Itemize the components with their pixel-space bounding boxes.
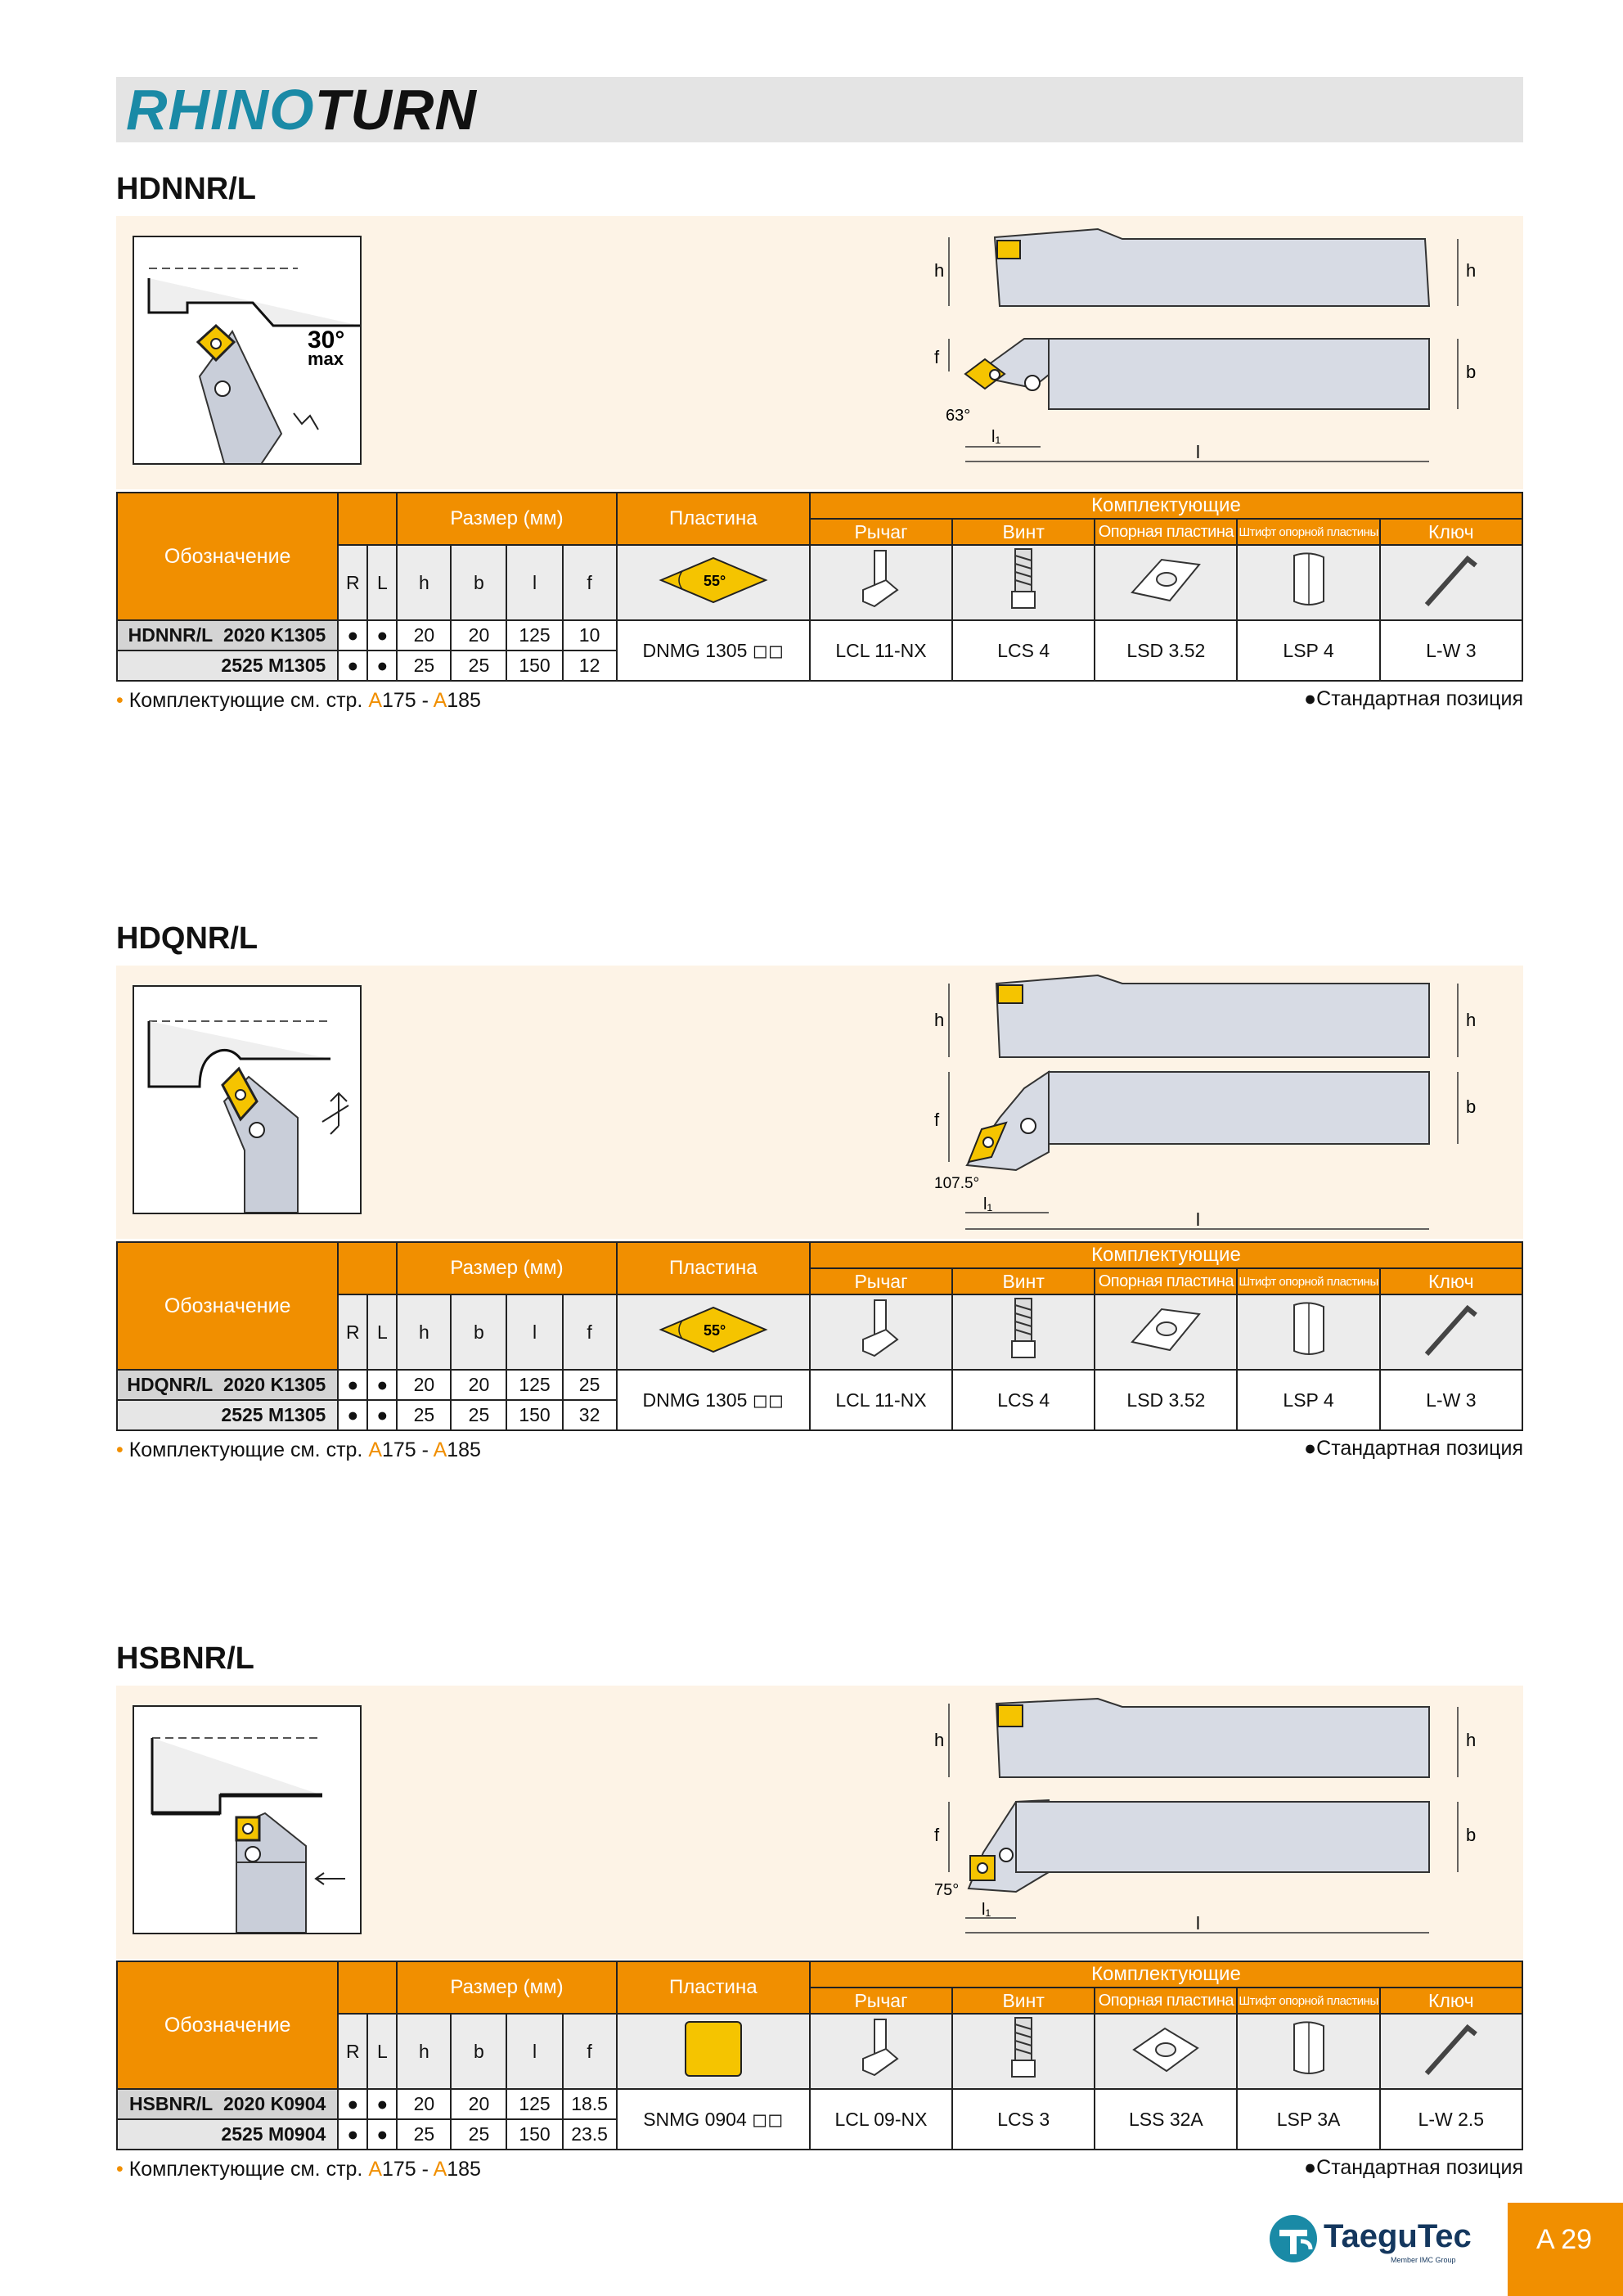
designation-cell: HDNNR/L 2020 K1305 xyxy=(117,620,338,651)
insert-icon xyxy=(617,2014,810,2089)
angle-label: 75° xyxy=(934,1881,960,1899)
designation-cell: HSBNR/L 2020 K0904 xyxy=(117,2089,338,2119)
dim-b: b xyxy=(1466,1825,1477,1845)
angle-label: 63° xyxy=(946,407,971,425)
designation-cell: 2525 M1305 xyxy=(117,1400,338,1430)
col-accessories: Комплектующие xyxy=(810,1961,1522,1988)
col-key: Ключ xyxy=(1380,1268,1522,1294)
max-angle-label: 30° xyxy=(308,326,345,353)
lever-icon xyxy=(810,1294,952,1370)
tool-drawing xyxy=(934,1686,1523,1959)
footnote: • Комплектующие см. стр. A175 - A185 xyxy=(116,1438,481,1461)
tool-drawing xyxy=(934,216,1523,489)
dim-h-left: h xyxy=(934,1730,945,1750)
col-size: Размер (мм) xyxy=(397,493,616,545)
taegutec-logo: TaeguTec Member IMC Group xyxy=(1268,2213,1481,2271)
page-number-tab: A 29 xyxy=(1508,2203,1623,2296)
insert-icon xyxy=(617,545,810,620)
figure-panel xyxy=(116,216,1523,489)
key-code: L-W 2.5 xyxy=(1380,2089,1522,2150)
dim-f: f xyxy=(934,1825,940,1845)
key-icon xyxy=(1380,1294,1522,1370)
col-h: h xyxy=(397,545,451,620)
designation-cell: 2525 M1305 xyxy=(117,651,338,681)
col-designation: Обозначение xyxy=(117,493,338,620)
col-length: l xyxy=(506,545,562,620)
col-insert: Пластина xyxy=(617,1961,810,2014)
screw-code: LCS 4 xyxy=(952,1370,1095,1430)
col-key: Ключ xyxy=(1380,1988,1522,2014)
shim-icon xyxy=(1095,1294,1237,1370)
header-bar xyxy=(116,77,1523,142)
dim-l1: l₁ xyxy=(991,428,1001,446)
col-r: R xyxy=(338,2014,367,2089)
dim-l: l xyxy=(1196,442,1200,462)
dim-b: b xyxy=(1466,362,1477,382)
col-screw: Винт xyxy=(952,1988,1095,2014)
key-icon xyxy=(1380,545,1522,620)
figure-panel xyxy=(116,966,1523,1239)
col-h: h xyxy=(397,1294,451,1370)
insert-code: SNMG 0904 ◻◻ xyxy=(617,2089,810,2150)
col-f: f xyxy=(563,2014,617,2089)
lever-icon xyxy=(810,2014,952,2089)
dim-b: b xyxy=(1466,1096,1477,1117)
col-shim: Опорная пластина xyxy=(1095,1268,1237,1294)
screw-icon xyxy=(952,545,1095,620)
max-label: max xyxy=(308,349,344,369)
col-l: L xyxy=(367,545,397,620)
standard-legend: ●Стандартная позиция xyxy=(1304,2156,1523,2179)
pin-code: LSP 3A xyxy=(1237,2089,1379,2150)
tool-drawing xyxy=(934,966,1523,1239)
spec-table: Обозначение Размер (мм) Пластина Комплектующие Рычаг Винт Опорная пластина Штифт опорной пластины Ключ R L h b l f HSBNR/L 2020 K0904 ● ● 20 20 125 18.5 SNMG 0904 ◻◻ LCL 09-NX LCS 3 LSS 32A LSP 3A L-W 2.5 2525 M0904 ● ● 25 25 150 23.5 xyxy=(116,1961,1523,2150)
svg-text:55°: 55° xyxy=(703,573,726,589)
col-designation: Обозначение xyxy=(117,1242,338,1370)
col-lever: Рычаг xyxy=(810,519,952,545)
col-lever: Рычаг xyxy=(810,1268,952,1294)
lever-code: LCL 11-NX xyxy=(810,620,952,681)
standard-legend: ●Стандартная позиция xyxy=(1304,687,1523,710)
shim-icon xyxy=(1095,545,1237,620)
dim-f: f xyxy=(934,347,940,367)
section-title: HDQNR/L xyxy=(116,921,259,956)
col-r: R xyxy=(338,545,367,620)
screw-code: LCS 4 xyxy=(952,620,1095,681)
col-key: Ключ xyxy=(1380,519,1522,545)
col-designation: Обозначение xyxy=(117,1961,338,2089)
dim-f: f xyxy=(934,1110,940,1130)
col-l: L xyxy=(367,2014,397,2089)
lever-icon xyxy=(810,545,952,620)
dim-h-right: h xyxy=(1466,1010,1477,1030)
screw-icon xyxy=(952,1294,1095,1370)
shim-icon xyxy=(1095,2014,1237,2089)
col-length: l xyxy=(506,1294,562,1370)
rhinoturn-logo: RHINOTURN xyxy=(126,78,477,142)
dim-l1: l₁ xyxy=(982,1901,991,1919)
designation-cell: HDQNR/L 2020 K1305 xyxy=(117,1370,338,1400)
col-insert: Пластина xyxy=(617,1242,810,1294)
col-accessories: Комплектующие xyxy=(810,493,1522,519)
dim-h-left: h xyxy=(934,260,945,281)
spec-table: Обозначение Размер (мм) Пластина Комплектующие Рычаг Винт Опорная пластина Штифт опорной пластины Ключ R L h b l f 55° HDQNR/L 2020 K1305 ● ● 20 20 125 25 DNMG 1305 ◻◻ LCL 11-NX LCS 4 LSD 3.52 LSP 4 L-W 3 2525 M1305 ● ● 25 25 150 32 xyxy=(116,1241,1523,1431)
dim-h-right: h xyxy=(1466,260,1477,281)
standard-legend: ●Стандартная позиция xyxy=(1304,1437,1523,1460)
col-size: Размер (мм) xyxy=(397,1242,616,1294)
col-shim-pin: Штифт опорной пластины xyxy=(1237,1988,1379,2014)
col-screw: Винт xyxy=(952,519,1095,545)
col-shim: Опорная пластина xyxy=(1095,519,1237,545)
operation-diagram xyxy=(133,985,362,1214)
col-accessories: Комплектующие xyxy=(810,1242,1522,1268)
dim-h-right: h xyxy=(1466,1730,1477,1750)
col-r: R xyxy=(338,1294,367,1370)
col-h: h xyxy=(397,2014,451,2089)
dim-h-left: h xyxy=(934,1010,945,1030)
dim-l1: l₁ xyxy=(983,1195,993,1213)
col-b: b xyxy=(451,545,506,620)
section-title: HSBNR/L xyxy=(116,1641,254,1676)
footnote: • Комплектующие см. стр. A175 - A185 xyxy=(116,2158,481,2181)
shim-pin-icon xyxy=(1237,2014,1379,2089)
shim-code: LSS 32A xyxy=(1095,2089,1237,2150)
angle-label: 107.5° xyxy=(934,1175,980,1192)
screw-icon xyxy=(952,2014,1095,2089)
dim-l: l xyxy=(1196,1913,1200,1934)
col-b: b xyxy=(451,1294,506,1370)
col-b: b xyxy=(451,2014,506,2089)
operation-diagram xyxy=(133,1705,362,1934)
shim-code: LSD 3.52 xyxy=(1095,1370,1237,1430)
col-size: Размер (мм) xyxy=(397,1961,616,2014)
section-title: HDNNR/L xyxy=(116,172,256,206)
spec-table: Обозначение Размер (мм) Пластина Комплектующие Рычаг Винт Опорная пластина Штифт опорной пластины Ключ R L h b l f 55° HDNNR/L 2020 K1305 ● ● 20 20 125 10 DNMG 1305 ◻◻ LCL 11-NX LCS 4 LSD 3.52 LSP 4 L-W 3 2525 M1305 ● ● 25 25 150 12 xyxy=(116,492,1523,682)
col-shim-pin: Штифт опорной пластины xyxy=(1237,1268,1379,1294)
lever-code: LCL 09-NX xyxy=(810,2089,952,2150)
col-f: f xyxy=(563,1294,617,1370)
col-shim-pin: Штифт опорной пластины xyxy=(1237,519,1379,545)
insert-icon xyxy=(617,1294,810,1370)
col-length: l xyxy=(506,2014,562,2089)
shim-pin-icon xyxy=(1237,545,1379,620)
col-l: L xyxy=(367,1294,397,1370)
pin-code: LSP 4 xyxy=(1237,1370,1379,1430)
col-lever: Рычаг xyxy=(810,1988,952,2014)
insert-code: DNMG 1305 ◻◻ xyxy=(617,620,810,681)
col-insert: Пластина xyxy=(617,493,810,545)
shim-pin-icon xyxy=(1237,1294,1379,1370)
insert-code: DNMG 1305 ◻◻ xyxy=(617,1370,810,1430)
shim-code: LSD 3.52 xyxy=(1095,620,1237,681)
operation-diagram xyxy=(133,236,362,465)
lever-code: LCL 11-NX xyxy=(810,1370,952,1430)
figure-panel xyxy=(116,1686,1523,1959)
col-shim: Опорная пластина xyxy=(1095,1988,1237,2014)
footnote: • Комплектующие см. стр. A175 - A185 xyxy=(116,689,481,712)
col-f: f xyxy=(563,545,617,620)
pin-code: LSP 4 xyxy=(1237,620,1379,681)
col-screw: Винт xyxy=(952,1268,1095,1294)
designation-cell: 2525 M0904 xyxy=(117,2119,338,2150)
key-code: L-W 3 xyxy=(1380,620,1522,681)
svg-text:55°: 55° xyxy=(703,1322,726,1339)
key-icon xyxy=(1380,2014,1522,2089)
key-code: L-W 3 xyxy=(1380,1370,1522,1430)
dim-l: l xyxy=(1196,1209,1200,1230)
screw-code: LCS 3 xyxy=(952,2089,1095,2150)
